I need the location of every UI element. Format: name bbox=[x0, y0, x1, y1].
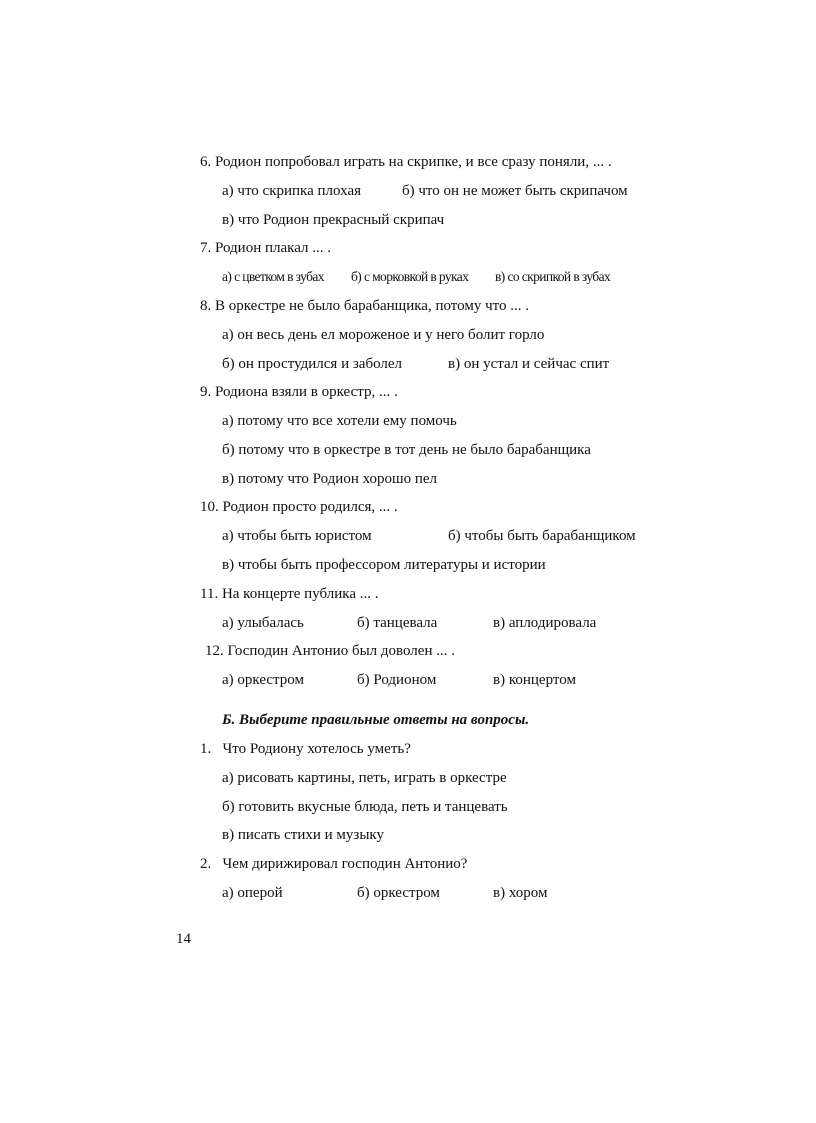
question-11-stem: 11. На концерте публика ... . bbox=[200, 586, 379, 602]
question-12-option-b: б) Родионом bbox=[357, 672, 437, 688]
question-12-option-c: в) концертом bbox=[493, 672, 576, 688]
question-7-option-c: в) со скрипкой в зубах bbox=[495, 269, 611, 284]
question-11-option-c: в) аплодировала bbox=[493, 615, 597, 631]
question-6-option-c: в) что Родион прекрасный скрипач bbox=[222, 212, 445, 228]
section-b-question-2-option-c: в) хором bbox=[493, 885, 548, 901]
question-7-option-b: б) с морковкой в руках bbox=[351, 269, 469, 284]
question-8-option-c: в) он устал и сейчас спит bbox=[448, 356, 610, 372]
question-9-stem: 9. Родиона взяли в оркестр, ... . bbox=[200, 384, 398, 400]
section-b-question-2-option-a: а) оперой bbox=[222, 885, 283, 901]
section-b-question-2-stem: 2. Чем дирижировал господин Антонио? bbox=[200, 856, 468, 872]
section-b-question-1-option-a: а) рисовать картины, петь, играть в оркестре bbox=[222, 770, 507, 786]
section-b-question-1-stem: 1. Что Родиону хотелось уметь? bbox=[200, 741, 411, 757]
question-9-option-a: а) потому что все хотели ему помочь bbox=[222, 413, 457, 429]
page-number: 14 bbox=[176, 931, 191, 947]
section-b-question-1-option-c: в) писать стихи и музыку bbox=[222, 827, 385, 843]
question-10-stem: 10. Родион просто родился, ... . bbox=[200, 499, 398, 515]
question-6-stem: 6. Родион попробовал играть на скрипке, и все сразу поняли, ... . bbox=[200, 154, 612, 170]
section-b-question-1-option-b: б) готовить вкусные блюда, петь и танцевать bbox=[222, 799, 508, 815]
question-9-option-b: б) потому что в оркестре в тот день не было барабанщика bbox=[222, 442, 591, 458]
question-10-option-c: в) чтобы быть профессором литературы и истории bbox=[222, 557, 546, 573]
question-10-option-b: б) чтобы быть барабанщиком bbox=[448, 528, 636, 544]
question-7-option-a: а) с цветком в зубах bbox=[222, 269, 324, 284]
question-8-option-a: а) он весь день ел мороженое и у него болит горло bbox=[222, 327, 545, 343]
question-8-option-b: б) он простудился и заболел bbox=[222, 356, 402, 372]
question-6-option-b: б) что он не может быть скрипачом bbox=[402, 183, 628, 199]
question-11-option-b: б) танцевала bbox=[357, 615, 438, 631]
question-9-option-c: в) потому что Родион хорошо пел bbox=[222, 471, 437, 487]
question-11-option-a: а) улыбалась bbox=[222, 615, 304, 631]
question-12-stem: 12. Господин Антонио был доволен ... . bbox=[205, 643, 455, 659]
question-10-option-a: а) чтобы быть юристом bbox=[222, 528, 372, 544]
question-8-stem: 8. В оркестре не было барабанщика, потому что ... . bbox=[200, 298, 529, 314]
question-7-stem: 7. Родион плакал ... . bbox=[200, 240, 331, 256]
question-6-option-a: а) что скрипка плохая bbox=[222, 183, 362, 199]
section-b-question-2-option-b: б) оркестром bbox=[357, 885, 440, 901]
question-12-option-a: а) оркестром bbox=[222, 672, 304, 688]
section-b-heading: Б. Выберите правильные ответы на вопросы. bbox=[222, 712, 530, 728]
